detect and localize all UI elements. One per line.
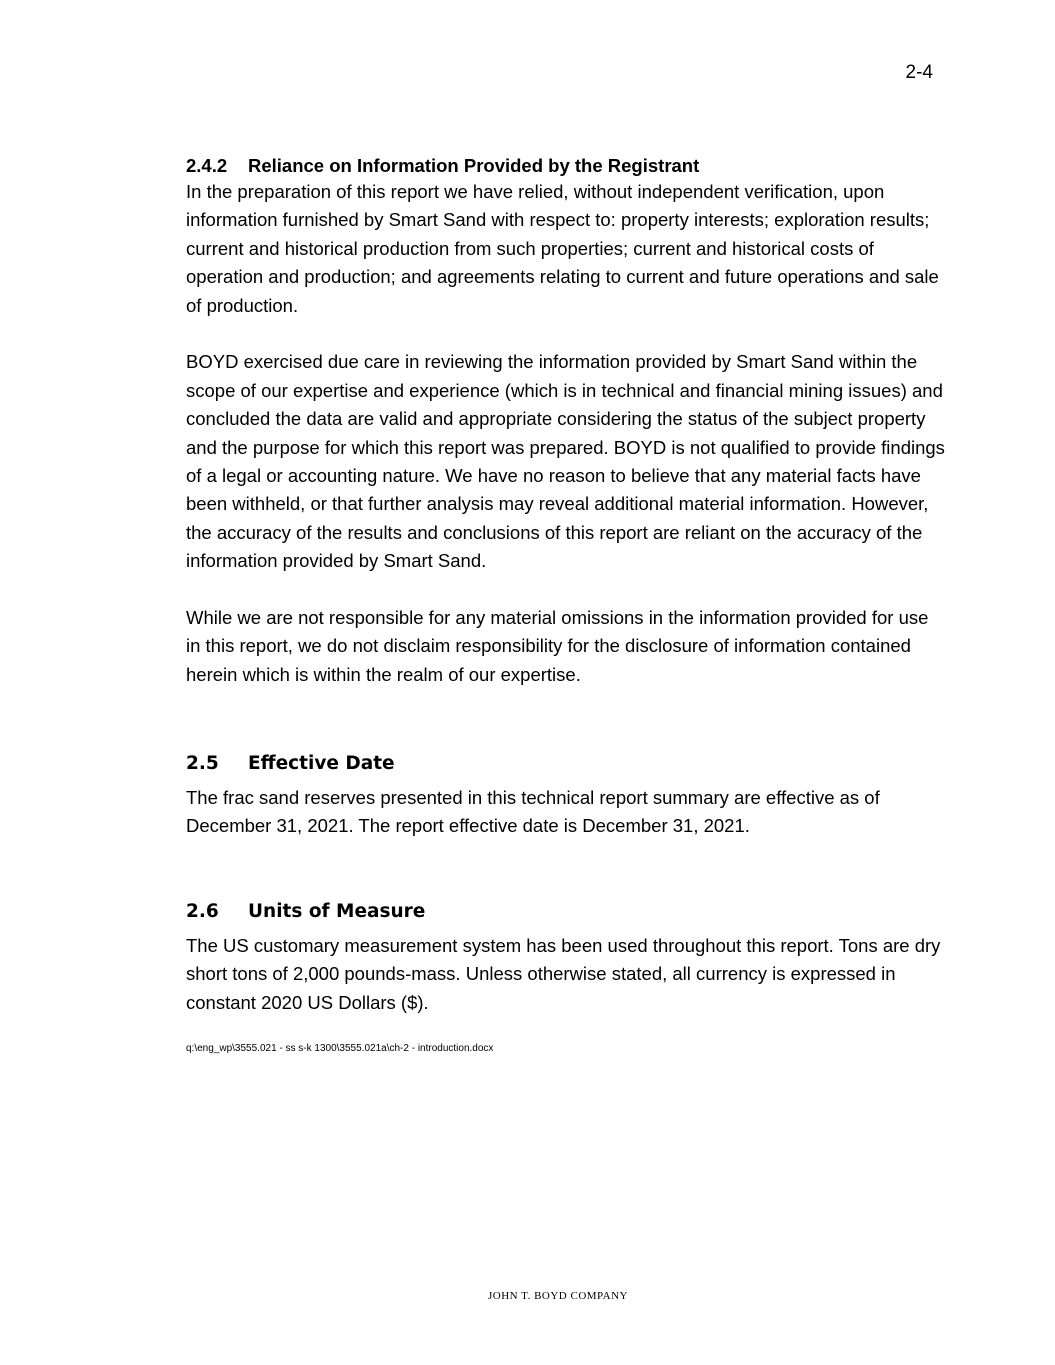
section-heading bbox=[186, 900, 946, 924]
paragraph-spacer bbox=[186, 576, 946, 604]
document-body bbox=[186, 154, 946, 1013]
section-heading bbox=[186, 752, 946, 776]
section-number: 2.6 bbox=[186, 901, 219, 922]
paragraph: BOYD exercised due care in reviewing the information provided by Smart Sand within the scope of our expertise and experience (which is in technical and financial mining issues) and concluded the data are valid and appropriate considering the status of the subject property and the purpose for which this report was prepared. BOYD is not qualified to provide findings of a legal or accounting nature. We have no reason to believe that any material facts have been withheld, or that further analysis may reveal additional material information. However, the accuracy of the results and conclusions of this report are reliant on the accuracy of the information provided by Smart Sand. bbox=[186, 351, 945, 572]
paragraph: The US customary measurement system has been used throughout this report. Tons are dry short tons of 2,000 pounds-mass. Unless otherwise stated, all currency is expressed in constant 2020 US Dollars ($). bbox=[186, 935, 941, 1013]
section-units-of-measure bbox=[186, 900, 946, 1017]
paragraph: While we are not responsible for any material omissions in the information provided for use in this report, we do not disclaim responsibility for the disclosure of information contained herein which is within the realm of our expertise. bbox=[186, 607, 929, 685]
footer-company-name: JOHN T. BOYD COMPANY bbox=[488, 1290, 628, 1302]
section-number: 2.4.2 bbox=[186, 155, 228, 176]
section-effective-date bbox=[186, 752, 946, 841]
section-heading bbox=[186, 154, 946, 178]
page-number: 2-4 bbox=[905, 62, 933, 83]
section-reliance bbox=[186, 154, 946, 689]
section-title: Units of Measure bbox=[248, 901, 426, 922]
file-path: q:\eng_wp\3555.021 - ss s-k 1300\3555.021a\ch-2 - introduction.docx bbox=[186, 1043, 494, 1054]
section-title: Reliance on Information Provided by the Registrant bbox=[248, 155, 700, 176]
section-title: Effective Date bbox=[248, 753, 395, 774]
paragraph: In the preparation of this report we have relied, without independent verification, upon information furnished by Smart Sand with respect to: property interests; exploration results; current and historical production from such properties; current and historical costs of operation and production; and agreements relating to current and future operations and sale of production. bbox=[186, 181, 939, 316]
paragraph-spacer bbox=[186, 320, 946, 348]
section-number: 2.5 bbox=[186, 753, 219, 774]
paragraph: The frac sand reserves presented in this technical report summary are effective as of December 31, 2021. The report effective date is December 31, 2021. bbox=[186, 787, 880, 837]
